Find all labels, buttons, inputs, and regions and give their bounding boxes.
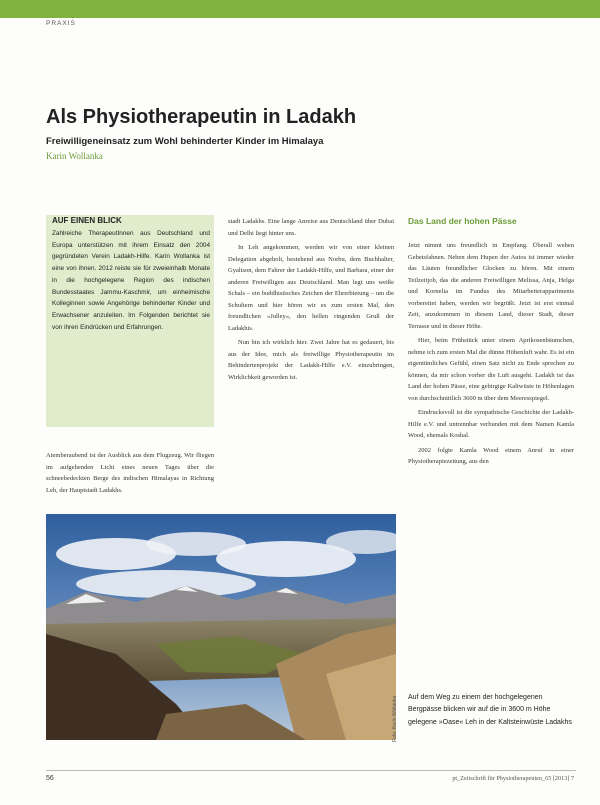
- footer-divider: [46, 770, 576, 771]
- section-heading: Das Land der hohen Pässe: [408, 216, 517, 226]
- paragraph: Jetzt nimmt uns freundlich in Empfang. Überall wehen Gebetsfahnen. Neben dem Hupen der Autos ist immer wieder das Läuten freundlicher Glocken zu hören. Mit einem Teilzeitjob, das die anderen Freiwilligen Melissa, Anja, Helga und Kornelia im Fundus des Mitarbeiterappartments vorbereitet haben, werden wir begrüßt. Jetzt ist erst einmal Zeit, anzukommen in diesem Land, dieser Stadt, dieser Terrasse und in dieser Höhe.: [408, 242, 574, 330]
- paragraph: Nun bin ich wirklich hier. Zwei Jahre hat es gedauert, bis aus der Idee, mich als freiwillige Physiotherapeutin im Behindertenprojekt der Ladakh-Hilfe e.V. einzubringen, Wirklichkeit geworden ist.: [228, 339, 394, 381]
- journal-footer: pt_Zeitschrift für Physiotherapeuten_65 [2013] 7: [452, 775, 574, 782]
- photo-credit: Foto: Karin Wollanka: [392, 695, 398, 742]
- article-author: Karin Wollanka: [46, 151, 103, 161]
- article-subtitle: Freiwilligeneinsatz zum Wohl behinderter Kinder im Himalaya: [46, 136, 324, 147]
- page-number: 56: [46, 775, 54, 782]
- landscape-photo: [46, 514, 396, 740]
- paragraph: Atemberaubend ist der Ausblick aus dem Flugzeug. Wir fliegen im aufgehenden Licht eines neuen Tages über die schneebedeckten Berge des indischen Himalayas in Richtung Leh, der Hauptstadt Ladakhs.: [46, 452, 214, 494]
- section-label: PRAXIS: [46, 20, 76, 27]
- paragraph: 2002 folgte Kamla Wood einem Anruf in einer Physiotherapiezeitung, aus den: [408, 446, 574, 465]
- photo-illustration: [46, 514, 396, 740]
- summary-heading: AUF EINEN BLICK: [52, 216, 122, 225]
- summary-text: Zahlreiche TherapeutInnen aus Deutschland und Europa unterstützen mit ihrem Einsatz den 2004 gegründeten Verein Ladakh-Hilfe. Karin Wollanka ist eine von ihnen. 2012 reiste sie für zweieinhalb Monate in die hochgelegene Region des indischen Bundesstaates Jammu-Kaschmir, um einheimische Kolleginnen sowie Angehörige behinderter Kinder und Erwachsener anzuleiten. Im Folgenden berichtet sie von ihren Eindrücken und Erfahrungen.: [52, 230, 210, 331]
- column-3: [408, 240, 574, 471]
- paragraph: Hier, beim Frühstück unter einem Aprikosenbäumchen, nehme ich zum ersten Mal die dünne Höhenluft wahr. Es ist ein eigentümliches Gefühl, einen Satz nicht zu Ende sprechen zu können, da mir schon vorher die Luft ausgeht. Ladakh ist das Land der hohen Pässe, eine gebirgige Kaltwüste in Höhenlagen von durchschnittlich 3600 m über dem Meeresspiegel.: [408, 337, 574, 402]
- column-1: [46, 450, 214, 499]
- top-color-bar: [0, 0, 600, 18]
- column-2: [228, 216, 394, 386]
- article-title: Als Physiotherapeutin in Ladakh: [46, 106, 357, 128]
- photo-caption: Auf dem Weg zu einem der hochgelegenen Bergpässe blicken wir auf die in 3600 m Höhe gelegene »Oase« Leh in der Kaltsteinwüste Ladakhs: [408, 694, 572, 726]
- paragraph: stadt Ladakhs. Eine lange Anreise aus Deutschland über Dubai und Delhi liegt hinter uns.: [228, 218, 394, 237]
- paragraph: Eindrucksvoll ist die sympathische Geschichte der Ladakh-Hilfe e.V. und untrennbar verbunden mit dem Namen Kamla Wood, ehemals Koshal.: [408, 409, 574, 439]
- paragraph: In Leh angekommen, werden wir von einer kleinen Delegation abgeholt, bestehend aus Norbu, dem Buchhalter, Gyaltson, dem Fahrer der Ladakh-Hilfe, und Barbara, einer der anderen Freiwilligen aus Deutschland. Man legt uns weiße Schals – ein buddhistisches Zeichen der Ehrerbietung – um die Schultern und hier hören wir es zum ersten Mal, den freundlichen »Julley«, den hellen ringenden Gruß der Ladakhis.: [228, 244, 394, 332]
